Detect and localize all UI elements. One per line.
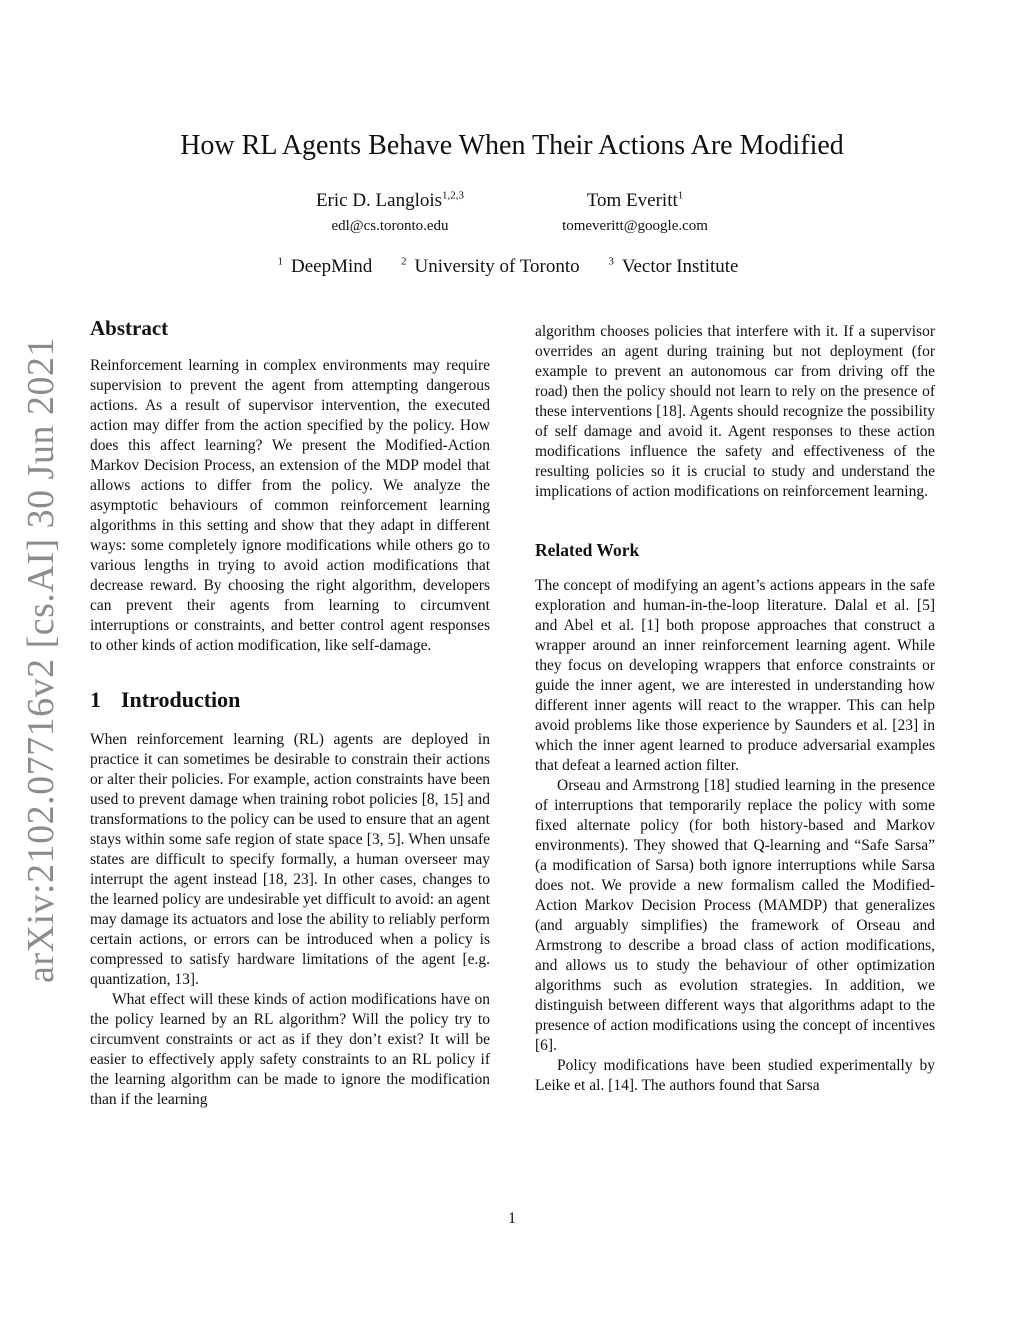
intro-paragraph-3: algorithm chooses policies that interfere with it. If a supervisor overrides an agent during training but not deployment (for example to prevent an autonomous car from driving off the road) then the policy should not learn to rely on the presence of these interventions [18]. Agents should recognize the possibility of self damage and avoid it. Agent responses to these action modifications influence the safety and effectiveness of the resulting policies so it is crucial to study and understand the implications of action modifications on reinforcement learning.	[535, 323, 935, 500]
author-2-sup: 1	[677, 189, 684, 202]
related-paragraph-2: Orseau and Armstrong [18] studied learning in the presence of interruptions that temporarily replace the policy with some fixed alternate policy (for both history-based and Markov environments). They showed that Q-learning and “Safe Sarsa” (a modification of Sarsa) both ignore interruptions while Sarsa does not. We provide a new formalism called the Modified-Action Markov Decision Process (MAMDP) that generalizes (and arguably simplifies) the framework of Orseau and Armstrong to describe a broad class of action modifications, and allows us to study the behaviour of other optimization algorithms such as evolution strategies. In addition, we distinguish between different ways that algorithms adapt to the presence of action modifications using the concept of incentives [6].	[535, 777, 935, 1054]
page-number: 1	[508, 1210, 516, 1227]
author-2-name-line	[520, 190, 750, 212]
intro-paragraph-2: What effect will these kinds of action modifications have on the policy learned by an RL algorithm? Will the policy try to circumvent constraints or act as if they don’t exist? It will be easier to effectively apply safety constraints to an RL policy if the learning algorithm can be made to ignore the modification than if the learning	[90, 991, 490, 1108]
author-1-sup: 1,2,3	[442, 189, 465, 202]
affiliation-2: $^2$ University of Toronto	[401, 255, 580, 277]
author-2-name: Tom Everitt	[586, 190, 678, 211]
paper-title: How RL Agents Behave When Their Actions Are Modified	[180, 130, 844, 161]
affiliation-1: $^1$ DeepMind	[277, 255, 373, 277]
intro-paragraph-1: When reinforcement learning (RL) agents are deployed in practice it can sometimes be desirable to constrain their actions or alter their policies. For example, action constraints have been used to prevent damage when training robot policies [8, 15] and transformations to the policy can be used to ensure that an agent stays within some safe region of state space [3, 5]. When unsafe states are difficult to specify formally, a human overseer may interrupt the agent instead [18, 23]. In other cases, changes to the learned policy are undesirable yet difficult to avoid: an agent may damage its actuators and lose the ability to reliably perform certain actions, or errors can be introduced when a policy is compressed to satisfy hardware limitations of the agent [e.g. quantization, 13].	[90, 731, 490, 988]
author-2-email: tomeveritt@google.com	[562, 218, 708, 234]
arxiv-id-text: arXiv:2102.07716v2 [cs.AI] 30 Jun 2021	[20, 337, 62, 983]
author-1-name-line	[250, 190, 530, 212]
related-paragraph-3: Policy modifications have been studied experimentally by Leike et al. [14]. The authors found that Sarsa	[535, 1057, 935, 1094]
introduction-heading	[90, 687, 490, 712]
author-2	[520, 190, 750, 235]
abstract-text: Reinforcement learning in complex environments may require supervision to prevent the agent from attempting dangerous actions. As a result of supervisor intervention, the executed action may differ from the action specified by the policy. How does this affect learning? We present the Modified-Action Markov Decision Process, an extension of the MDP model that allows actions to differ from the policy. We analyze the asymptotic behaviours of common reinforcement learning algorithms in this setting and show that they adapt in different ways: some completely ignore modifications while others go to various lengths in trying to avoid action modifications that decrease reward. By choosing the right algorithm, developers can prevent their agents from learning to circumvent interruptions or constraints, and better control agent responses to other kinds of action modification, like self-damage.	[90, 357, 490, 654]
affiliations	[0, 256, 1024, 278]
left-column	[90, 318, 490, 1110]
section-title: Introduction	[121, 687, 241, 712]
right-column	[535, 322, 935, 1096]
abstract-heading: Abstract	[90, 316, 169, 340]
arxiv-identifier	[16, 337, 66, 983]
related-work-heading: Related Work	[535, 540, 640, 560]
author-1-email: edl@cs.toronto.edu	[331, 218, 449, 234]
related-paragraph-1: The concept of modifying an agent’s actions appears in the safe exploration and human-in-the-loop literature. Dalal et al. [5] and Abel et al. [1] both propose approaches that construct a wrapper around an inner reinforcement learning agent. While they focus on developing wrappers that enforce constraints or guide the inner agent, we are interested in understanding how different inner agents will react to the wrapper. This can help avoid problems like those experience by Saunders et al. [23] in which the inner agent learned to produce adversarial examples that defeat a learned action filter.	[535, 577, 935, 774]
author-1	[250, 190, 530, 235]
affiliation-3: $^3$ Vector Institute	[608, 255, 739, 277]
section-number: 1	[90, 687, 101, 712]
author-1-name: Eric D. Langlois	[315, 190, 443, 211]
